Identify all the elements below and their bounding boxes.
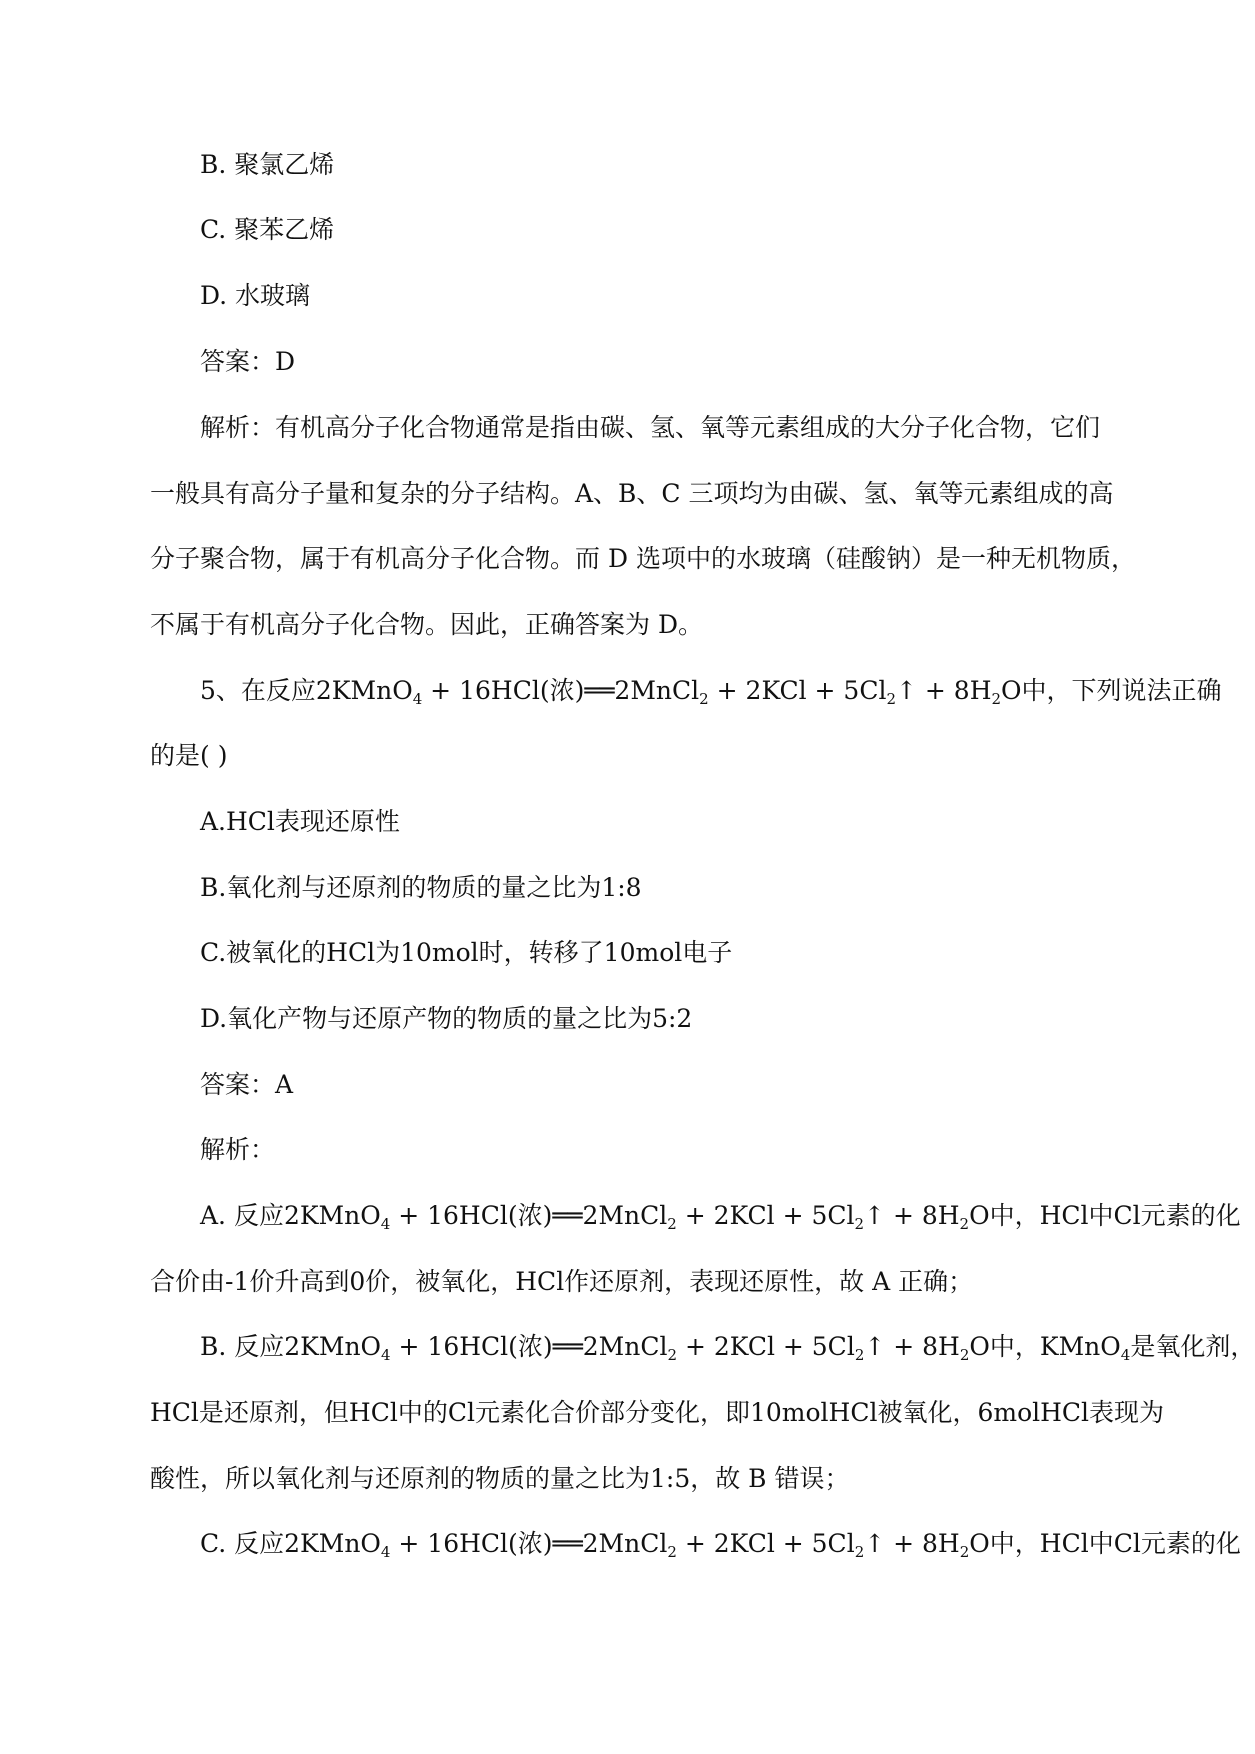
equation-subscript: 2 — [667, 1543, 677, 1561]
q4-answer: 答案：D — [200, 347, 296, 376]
q5-option-c: C.被氧化的HCl为10mol时，转移了10mol电子 — [200, 938, 733, 967]
equation-part: + 16HCl(浓)══2MnCl — [390, 1332, 668, 1361]
exp-b-suffix: 是氧化剂， — [1130, 1332, 1255, 1361]
equation-part: O — [969, 1529, 990, 1558]
equation-part: + 16HCl(浓)══2MnCl — [390, 1201, 668, 1230]
equation-subscript: 2 — [959, 1346, 970, 1364]
exp-a-prefix: A. 反应 — [200, 1201, 284, 1230]
q4-option-c: C. 聚苯乙烯 — [200, 215, 335, 244]
equation-part: ↑ + 8H — [864, 1529, 960, 1558]
q5-answer: 答案：A — [200, 1070, 294, 1099]
exp-c-suffix: 中，HCl中Cl元素的化 — [989, 1529, 1241, 1558]
q5-stem-line2: 的是( ) — [150, 741, 228, 770]
reaction-equation — [315, 676, 1022, 708]
q4-option-d: D. 水玻璃 — [200, 281, 311, 310]
q5-analysis-label: 解析： — [200, 1135, 276, 1164]
equation-part: 2KMnO — [315, 676, 413, 705]
exp-a-suffix: 中，HCl中Cl元素的化 — [989, 1201, 1241, 1230]
equation-subscript: 4 — [412, 690, 423, 708]
equation-subscript: 2 — [959, 1215, 970, 1233]
equation-part: O — [969, 1201, 990, 1230]
equation-part: ↑ + 8H — [864, 1201, 960, 1230]
equation-subscript: 2 — [854, 1346, 865, 1364]
q5-explanation-a — [200, 1201, 1241, 1233]
equation-part: 2KMnO — [284, 1529, 381, 1558]
equation-part: ↑ + 8H — [896, 676, 992, 705]
q5-stem-prefix: 5、在反应 — [200, 676, 316, 705]
equation-subscript: 4 — [380, 1543, 391, 1561]
equation-subscript: 2 — [959, 1543, 970, 1561]
q4-option-b: B. 聚氯乙烯 — [200, 150, 335, 179]
q4-explanation-line: 不属于有机高分子化合物。因此，正确答案为 D。 — [150, 610, 703, 639]
equation-subscript: 2 — [854, 1543, 865, 1561]
exp-b-prefix: B. 反应 — [200, 1332, 285, 1361]
q5-stem — [200, 676, 1222, 708]
reaction-equation — [284, 1332, 990, 1364]
exp-b-sub: 4 — [1120, 1346, 1131, 1364]
equation-part: 2KMnO — [283, 1201, 381, 1230]
exp-b-mid: 中，KMnO — [989, 1332, 1121, 1361]
equation-subscript: 2 — [854, 1215, 865, 1233]
equation-part: + 2KCl + 5Cl — [676, 1201, 855, 1230]
equation-part: + 2KCl + 5Cl — [676, 1529, 855, 1558]
exp-c-prefix: C. 反应 — [200, 1529, 285, 1558]
equation-part: 2KMnO — [284, 1332, 382, 1361]
q4-explanation-line: 分子聚合物，属于有机高分子化合物。而 D 选项中的水玻璃（硅酸钠）是一种无机物质， — [150, 544, 1136, 573]
reaction-equation — [284, 1529, 990, 1561]
q5-explanation-b-line2: HCl是还原剂，但HCl中的Cl元素化合价部分变化，即10molHCl被氧化，6molHCl表现为 — [150, 1398, 1165, 1427]
q5-option-a: A.HCl表现还原性 — [200, 807, 400, 836]
equation-part: + 2KCl + 5Cl — [708, 676, 887, 705]
equation-part: + 2KCl + 5Cl — [677, 1332, 855, 1361]
q4-explanation-line: 一般具有高分子量和复杂的分子结构。A、B、C 三项均为由碳、氢、氧等元素组成的高 — [150, 479, 1114, 508]
equation-subscript: 2 — [667, 1346, 678, 1364]
equation-subscript: 2 — [991, 690, 1002, 708]
equation-part: ↑ + 8H — [864, 1332, 960, 1361]
q5-explanation-c — [200, 1529, 1241, 1561]
equation-subscript: 4 — [381, 1346, 391, 1364]
q5-stem-suffix: 中，下列说法正确 — [1021, 676, 1222, 705]
q5-explanation-b-line3: 酸性，所以氧化剂与还原剂的物质的量之比为1:5，故 B 错误； — [150, 1464, 850, 1493]
reaction-equation — [283, 1201, 990, 1233]
equation-part: O — [969, 1332, 990, 1361]
q5-option-b: B.氧化剂与还原剂的物质的量之比为1:8 — [200, 873, 642, 902]
equation-subscript: 2 — [886, 690, 896, 708]
equation-part: + 16HCl(浓)══2MnCl — [422, 676, 700, 705]
equation-part: O — [1001, 676, 1022, 705]
q5-explanation-b — [200, 1332, 1255, 1364]
equation-part: + 16HCl(浓)══2MnCl — [390, 1529, 668, 1558]
q5-option-d: D.氧化产物与还原产物的物质的量之比为5:2 — [200, 1004, 693, 1033]
q5-explanation-a-line2: 合价由-1价升高到0价，被氧化，HCl作还原剂，表现还原性，故 A 正确； — [150, 1267, 974, 1296]
q4-explanation-line: 解析：有机高分子化合物通常是指由碳、氢、氧等元素组成的大分子化合物，它们 — [200, 413, 1101, 442]
equation-subscript: 2 — [667, 1215, 677, 1233]
equation-subscript: 2 — [699, 690, 709, 708]
equation-subscript: 4 — [380, 1215, 391, 1233]
